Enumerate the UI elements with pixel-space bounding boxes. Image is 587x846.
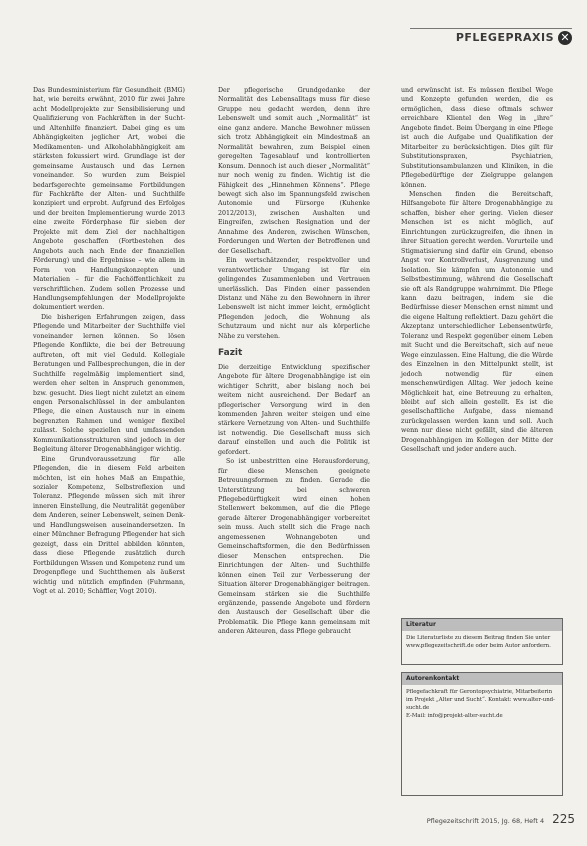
paragraph: Die bisherigen Erfahrungen zeigen, dass Pflegende und Mitarbeiter der Suchthilfe viel voneinander lernen können. So lösen Pflegende Konflikte, die bei der Betreuung auftreten, oft mit viel Geduld. Kollegiale Beratungen und Fallbesprechungen, die in der Suchthilfe regelmäßig implementiert sind, werden eher selten in Anspruch genommen, bzw. gesucht. Dies liegt nicht zuletzt an einem engen Personalschlüssel in der ambulanten Pflege, die einen Austausch nur in einem begrenzten Rahmen und weniger flexibel zulässt. Solche speziellen und umfassenden Kommunikationsstrukturen sind jedoch in der Begleitung älterer Drogenabhängiger wichtig. xyxy=(33,313,185,454)
text-column-2 xyxy=(218,86,370,637)
literature-box xyxy=(401,618,563,665)
section-title: PFLEGEPRAXIS xyxy=(455,31,554,44)
page-footer xyxy=(400,812,575,826)
paragraph: und erwünscht ist. Es müssen flexibel Wege und Konzepte gefunden werden, die es ermöglichen, dass diese oftmals schwer erreichbare Klientel den Weg in „ihre“ Angebote findet. Beim Übergang in eine Pflege ist auch die Aufgabe und Qualifikation der Mitarbeiter zu berücksichtigen. Dies gilt für Substitutionspraxen, Psychiatrien, Substitutionsambulanzen und Kliniken, in die Pflegebedürftige der Zielgruppe gelangen können. xyxy=(401,87,553,189)
text-column-1 xyxy=(33,86,185,596)
page-number: 225 xyxy=(552,812,575,826)
paragraph: Der pflegerische Grundgedanke der Normalität des Lebensalltags muss für diese Gruppe neu gedacht werden, denn ihre Lebenswelt und somit auch „Normalität“ ist eine ganz andere. Manche Bewohner müssen sich trotz Abhängigkeit ein Mindestmaß an Normalität bewahren, zum Beispiel einen geregelten Tagesablauf und kontrollierten Konsum. Dennoch ist auch dieser „Normalität“ nur noch wenig zu finden. Wichtig ist die Fähigkeit des „Hinnehmen Könnens“. Pflege bewegt sich also im Spannungsfeld zwischen Autonomie und Fürsorge (Kuhenke 2012/2013), zwischen Aushalten und Eingreifen, zwischen Resignation und der Annahme des Anderen, zwischen Wünschen, Forderungen und Werten der Betroffenen und der Gesellschaft. xyxy=(218,87,370,255)
author-contact-body xyxy=(402,685,562,723)
fazit-heading: Fazit xyxy=(218,348,243,359)
literature-body: Die Literaturliste zu diesem Beitrag finden Sie unter www.pflegezeitschrift.de oder beim Autor anfordern. xyxy=(406,635,551,649)
x-icon: ✕ xyxy=(558,31,572,45)
author-email[interactable]: E-Mail: info@projekt-alter-sucht.de xyxy=(406,713,503,719)
text-column-3 xyxy=(401,86,553,455)
paragraph: Menschen finden die Bereitschaft, Hilfsangebote für ältere Drogenabhängige zu schaffen, bisher eher gering. Vielen dieser Menschen ist es nicht möglich, auf Einrichtungen zurückzugreifen, die ihnen in ihrer Situation gerecht werden. Vorurteile und Stigmatisierung sind dafür ein Grund, ebenso Angst vor Kontrollverlust, Ausgrenzung und Isolation. Sie kämpfen um Autonomie und Selbstbestimmung, während die Gesellschaft sie oft als Randgruppe wahrnimmt. Die Pflege kann dazu beitragen, indem sie die Bedürfnisse dieser Menschen ernst nimmt und die eigene Haltung reflektiert. Dazu gehört die Akzeptanz unterschiedlicher Lebensentwürfe, Toleranz und Respekt gegenüber einem Leben mit Sucht und die Bereitschaft, sich auf neue Wege einzulassen. Eine Haltung, die die Würde des Einzelnen in den Mittelpunkt stellt, ist jedoch notwendig für einen menschenwürdigen Alltag. Wer jedoch keine Möglichkeit hat, eine Betreuung zu erhalten, bleibt auf sich allein gestellt. Es ist die gesellschaftliche Aufgabe, dass niemand zurückgelassen werden kann und soll. Auch wenn nur diese nicht gefällt, sind die älteren Drogenabhängigen im Kollegen der Mitte der Gesellschaft und jeder andere auch. xyxy=(401,190,553,454)
paragraph: Eine Grundvoraussetzung für alle Pflegenden, die in diesem Feld arbeiten möchten, ist ein hohes Maß an Empathie, sozialer Kompetenz, Selbstreflexion und Toleranz. Pflegende müssen sich mit ihrer inneren Einstellung, die Neutralität gegenüber dem Anderen, seiner Lebenswelt, seinen Denk- und Handlungsweisen auseinandersetzen. In einer Münchner Befragung Pflegender hat sich gezeigt, dass ein Drittel abbilden könnten, dass diese Pflegende zusätzlich durch Fortbildungen Wissen und Kompetenz rund um Drogenpflege und Suchtthemen als äußerst wichtig und nützlich empfinden (Fuhrmann, Vogt et al. 2010; Schäffler, Vogt 2010). xyxy=(33,455,185,596)
author-bio: Pflegefachkraft für Gerontopsychiatrie, Mitarbeiterin im Projekt „Alter und Sucht“. Kontakt: www.alter-und-sucht.de xyxy=(406,689,555,711)
author-contact-box xyxy=(401,672,563,796)
journal-citation: Pflegezeitschrift 2015, Jg. 68, Heft 4 xyxy=(426,817,545,825)
page-header xyxy=(410,28,572,46)
paragraph: Ein wertschätzender, respektvoller und verantwortlicher Umgang ist für ein gelingendes Zusammenleben und Vertrauen unerlässlich. Das Finden einer passenden Distanz und Nähe zu den Bewohnern in ihrer Lebenswelt ist nicht immer leicht, ermöglicht Pflegenden jedoch, die Wohnung als Schutzraum und nicht nur als körperliche Nähe zu verstehen. xyxy=(218,257,370,340)
paragraph: Das Bundesministerium für Gesundheit (BMG) hat, wie bereits erwähnt, 2010 für zwei Jahre acht Modellprojekte zur Sensibilisierung und Qualifizierung von Fachkräften in der Sucht- und Altenhilfe finanziert. Dabei ging es um Abhängigkeiten jeglicher Art, wobei die Medikamenten- und Alkoholabhängigkeit am stärksten fokussiert wird. Grundlage ist der gemeinsame Austausch und das Lernen voneinander. So wurden zum Beispiel bedarfsgerechte gemeinsame Fortbildungen für Fachkräfte der Alten- und Suchthilfe konzipiert und erprobt. Aufgrund des Erfolges und der breiten Implementierung wurde 2013 eine zweite Förderphase für sieben der Projekte mit dem Ziel der nachhaltigen Angebote geschaffen (Fortbestehen des Angebots auch nach Ende der finanziellen Förderung) und die Ergebnisse – wie allem in Form von Handlungskonzepten und Materialien – für die Fachöffentlichkeit zu verschriftlichen. Zudem sollen Prozesse und Handlungsempfehlungen der Modellprojekte dokumentiert werden. xyxy=(33,87,185,312)
author-contact-title: Autorenkontakt xyxy=(402,673,562,685)
paragraph: So ist unbestritten eine Herausforderung, für diese Menschen geeignete Betreuungsformen zu finden. Gerade die Unterstützung bei schweren Pflegebedürftigkeit wird einen hohen Stellenwert bekommen, auf die die Pflege gerade älterer Drogenabhängiger vorbereitet sein muss. Auch stellt sich die Frage nach angemessenen Wohnangeboten und Gemeinschaftsformen, die den Bedürfnissen dieser Menschen entsprechen. Die Einrichtungen der Alten- und Suchthilfe können einen Teil zur Verbesserung der Situation älterer Drogenabhängiger beitragen. Gemeinsam stärken sie die Suchthilfe ergänzende, passende Angebote und fördern den Austausch der Gesellschaft über die Problematik. Die Pflege kann gemeinsam mit anderen Akteuren, dass Pflege gebraucht xyxy=(218,458,370,636)
literature-title: Literatur xyxy=(402,619,562,631)
paragraph: Die derzeitige Entwicklung spezifischer Angebote für ältere Drogenabhängige ist ein wichtiger Schritt, aber bislang noch bei weitem nicht ausreichend. Der Bedarf an pflegerischer Versorgung wird in den kommenden Jahren weiter steigen und eine stärkere Vernetzung von Alten- und Suchthilfe ist notwendig. Die Gesellschaft muss sich darauf einstellen und auch die Politik ist gefordert. xyxy=(218,363,370,456)
